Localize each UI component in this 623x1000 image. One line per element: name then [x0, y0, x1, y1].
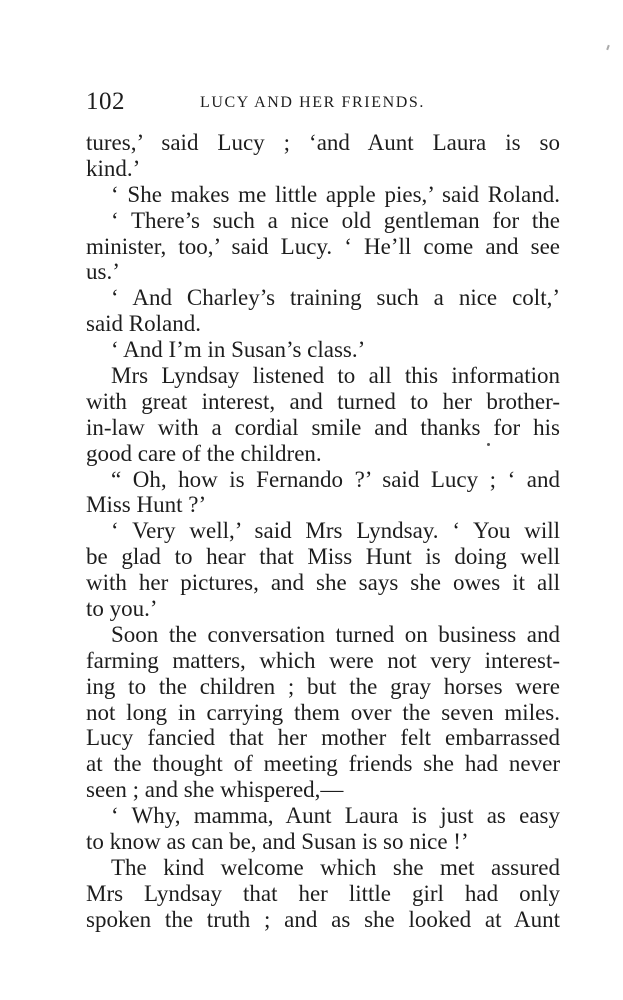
text-line: The kind welcome which she met assured [111, 854, 560, 880]
text-line: to know as can be, and Susan is so nice !’ [86, 829, 469, 855]
text-line: at the thought of meeting friends she had never [86, 751, 560, 777]
text-line: ‘ Why, mamma, Aunt Laura is just as easy [111, 803, 560, 829]
text-line: minister, too,’ said Lucy. ‘ He’ll come and see [86, 233, 560, 259]
text-line: spoken the truth ; and as she looked at Aunt [86, 906, 560, 932]
text-line: seen ; and she whispered,— [86, 777, 344, 803]
running-title: LUCY AND HER FRIENDS. [200, 94, 426, 111]
text-line: to you.’ [86, 596, 158, 622]
text-line: kind.’ [86, 155, 141, 181]
text-line: ‘ Very well,’ said Mrs Lyndsay. ‘ You will [111, 518, 560, 544]
text-line: farming matters, which were not very interest- [86, 647, 560, 673]
text-line: ‘ And Charley’s training such a nice colt,’ [111, 285, 560, 311]
text-line: with great interest, and turned to her brother- [86, 388, 560, 414]
body-text [86, 130, 560, 933]
text-line: us.’ [86, 259, 120, 285]
text-line: good care of the children. [86, 440, 322, 466]
text-line: ‘ She makes me little apple pies,’ said Roland. [111, 181, 560, 207]
text-line: Lucy fancied that her mother felt embarrassed [86, 725, 560, 751]
text-line: ‘ There’s such a nice old gentleman for the [111, 207, 560, 233]
text-line: with her pictures, and she says she owes it all [86, 570, 560, 596]
text-line: Mrs Lyndsay listened to all this information [111, 363, 560, 389]
text-line: said Roland. [86, 311, 201, 337]
text-line: in-law with a cordial smile and thanks for his [86, 414, 560, 440]
page-header [86, 88, 560, 122]
page-speck [606, 45, 610, 50]
ink-speck [487, 443, 490, 446]
text-line: tures,’ said Lucy ; ‘and Aunt Laura is so [86, 130, 560, 155]
text-line: not long in carrying them over the seven miles. [86, 699, 560, 725]
text-line: Miss Hunt ?’ [86, 492, 207, 518]
text-line: ‘ And I’m in Susan’s class.’ [111, 337, 366, 363]
text-line: ing to the children ; but the gray horses were [86, 673, 560, 699]
page-number: 102 [86, 88, 125, 115]
text-line: Mrs Lyndsay that her little girl had only [86, 880, 560, 906]
text-line: be glad to hear that Miss Hunt is doing well [86, 544, 560, 570]
text-line: “ Oh, how is Fernando ?’ said Lucy ; ‘ and [111, 466, 560, 492]
text-line: Soon the conversation turned on business and [111, 621, 560, 647]
